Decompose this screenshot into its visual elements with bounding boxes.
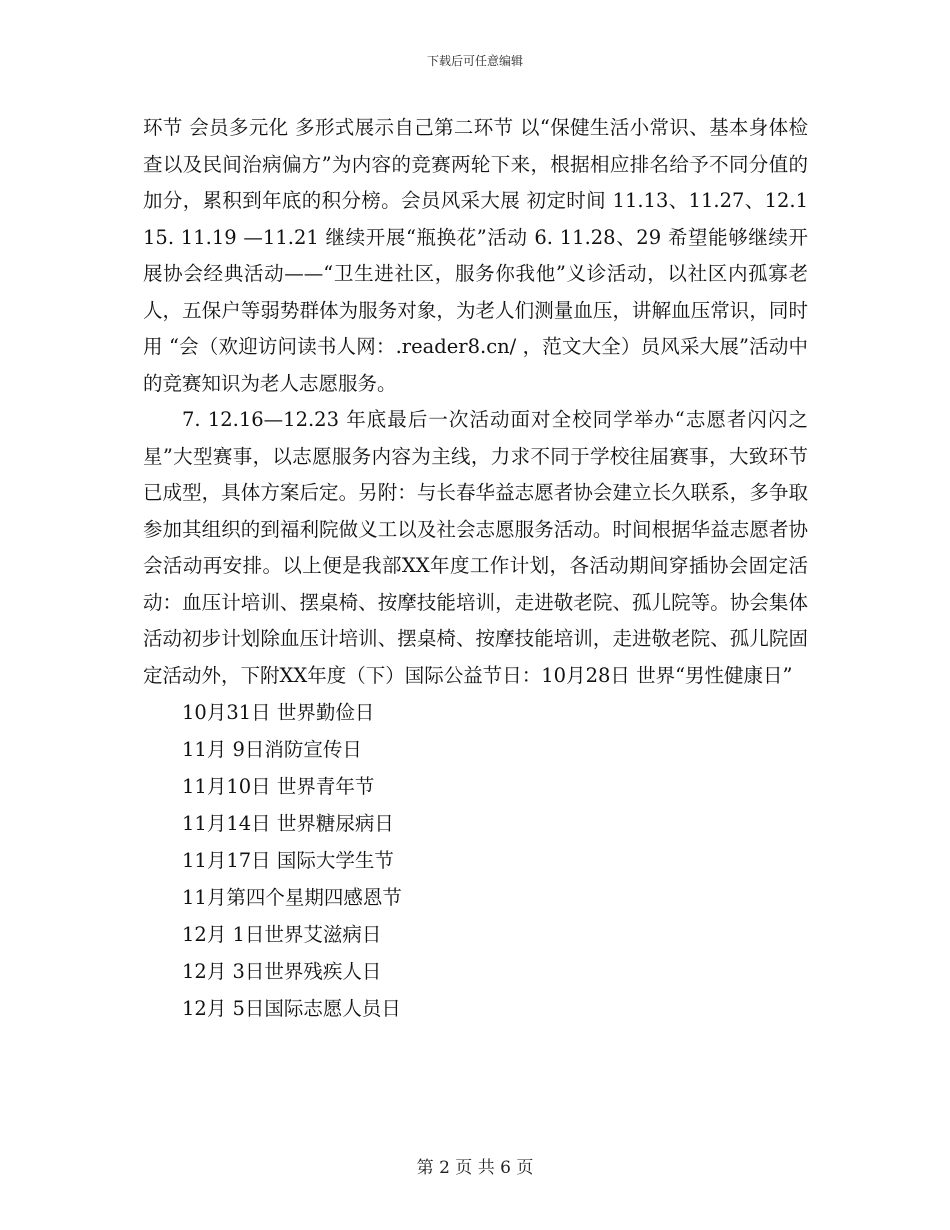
paragraph-plan-continued: 环节 会员多元化 多形式展示自己第二环节 以“保健生活小常识、基本身体检查以及民间治病偏方”为内容的竞赛两轮下来，根据相应排名给予不同分值的加分，累积到年底的积分榜。会员风采大展 初定时间 11.13、11.27、12.115. 11.19 —11.21 继续开展“瓶换花”活动 6. 11.28、29 希望能够继续开展协会经典活动——“卫生进社区，服务你我他”义诊活动，以社区内孤寡老人，五保户等弱势群体为服务对象，为老人们测量血压，讲解血压常识，同时用 “会（欢迎访问读书人网：.reader8.cn/ ，范文大全）员风采大展”活动中的竞赛知识为老人志愿服务。 — [143, 116, 808, 395]
holiday-list-item: 12月 1日世界艾滋病日 — [182, 923, 382, 946]
document-body — [143, 110, 808, 1027]
holiday-list — [143, 694, 808, 1027]
holiday-list-item: 11月第四个星期四感恩节 — [182, 886, 402, 909]
holiday-list-item: 10月31日 世界勤俭日 — [182, 701, 375, 724]
paragraph-year-end-activity: 7. 12.16—12.23 年底最后一次活动面对全校同学举办“志愿者闪闪之星”大型赛事，以志愿服务内容为主线，力求不同于学校往届赛事，大致环节已成型，具体方案后定。另附：与长春华益志愿者协会建立长久联系，多争取参加其组织的到福利院做义工以及社会志愿服务活动。时间根据华益志愿者协会活动再安排。以上便是我部XX年度工作计划，各活动期间穿插协会固定活动：血压计培训、摆桌椅、按摩技能培训，走进敬老院、孤儿院等。协会集体活动初步计划除血压计培训、摆桌椅、按摩技能培训，走进敬老院、孤儿院固定活动外，下附XX年度（下）国际公益节日：10月28日 世界“男性健康日” — [143, 408, 808, 687]
holiday-list-item: 11月17日 国际大学生节 — [182, 849, 394, 872]
holiday-list-item: 11月14日 世界糖尿病日 — [182, 812, 394, 835]
holiday-list-item: 12月 5日国际志愿人员日 — [182, 997, 401, 1020]
holiday-list-item: 12月 3日世界残疾人日 — [182, 960, 382, 983]
page-header: 下载后可任意编辑 — [426, 54, 523, 68]
holiday-list-item: 11月10日 世界青年节 — [182, 775, 375, 798]
holiday-list-item: 11月 9日消防宣传日 — [182, 738, 362, 761]
page-number: 第 2 页 共 6 页 — [416, 1158, 534, 1178]
